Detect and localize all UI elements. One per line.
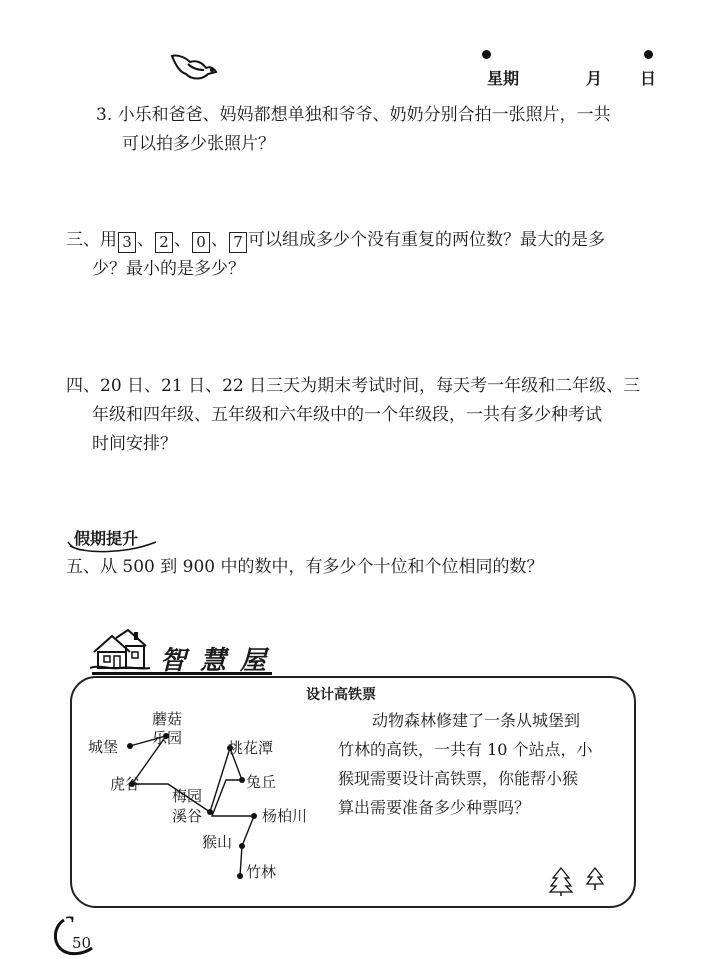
question-3-line2: 可以拍多少张照片？ [122,134,275,154]
section-4-line2: 年级和四年级、五年级和六年级中的一个年级段，一共有多少种考试 [92,405,602,425]
panel-title: 设计高铁票 [306,687,376,703]
story-line: 动物森林修建了一条从城堡到 [372,711,581,730]
section-4-question [66,372,666,459]
week-label: 星期 [487,69,520,88]
station-dot [239,843,245,849]
section-5-question: 五、从 500 到 900 中的数中，有多少个十位和个位相同的数？ [66,557,544,577]
digit-box: 3 [118,232,136,253]
header-dot-left [482,50,491,59]
day-label: 日 [640,69,657,88]
story-line: 猴现需要设计高铁票，你能帮小猴 [338,769,579,788]
wisdom-story [338,706,638,822]
question-3-line1: 3. 小乐和爸爸、妈妈都想单独和爷爷、奶奶分别合拍一张照片，一共 [96,105,611,125]
station-hugu: 虎谷 [110,775,141,793]
station-xigu: 溪谷 [172,807,203,825]
tree-icon [584,866,606,892]
station-mogu-line1: 蘑菇 [152,710,183,728]
section-3-line1 [66,226,656,255]
header-bird-icon [168,50,220,84]
section-3-suffix: 可以组成多少个没有重复的两位数？最大的是多 [248,230,605,250]
station-houshan: 猴山 [202,833,233,851]
tree-icon [548,866,574,896]
station-meiyuan: 梅园 [172,787,203,805]
section-4-line1: 四、20 日、21 日、22 日三天为期末考试时间，每天考一年级和二年级、三 [66,376,641,396]
separator: 、 [174,230,191,250]
station-mogu-line2: 乐园 [152,729,183,747]
wisdom-title: 智慧屋 [160,646,281,676]
digit-box: 2 [155,232,173,253]
holiday-label-text: 假期提升 [74,529,139,548]
section-3-line2: 少？最小的是多少？ [92,259,245,279]
section-3-prefix: 三、用 [66,230,117,250]
station-dot [237,873,243,879]
separator: 、 [137,230,154,250]
house-icon [90,628,150,672]
separator: 、 [211,230,228,250]
page-number: 50 [72,934,92,952]
station-dot [239,777,245,783]
station-yangbaichuan: 杨柏川 [262,807,308,825]
holiday-label [66,526,166,552]
header-dot-right [644,50,653,59]
story-line: 算出需要准备多少种票吗？ [338,798,531,817]
station-chengbao: 城堡 [88,738,119,756]
station-dot [251,813,257,819]
station-tuqiu: 兔丘 [246,773,277,791]
digit-box: 0 [192,232,210,253]
station-zhulin: 竹林 [246,863,277,881]
station-taohuatan: 桃花潭 [228,739,274,757]
station-dot [207,809,213,815]
month-label: 月 [586,69,603,88]
station-dot [127,743,133,749]
section-4-line3: 时间安排？ [92,434,177,454]
story-line: 竹林的高铁，一共有 10 个站点，小 [338,740,593,759]
digit-box: 7 [229,232,247,253]
question-3 [96,101,656,159]
section-3-question [66,226,656,284]
